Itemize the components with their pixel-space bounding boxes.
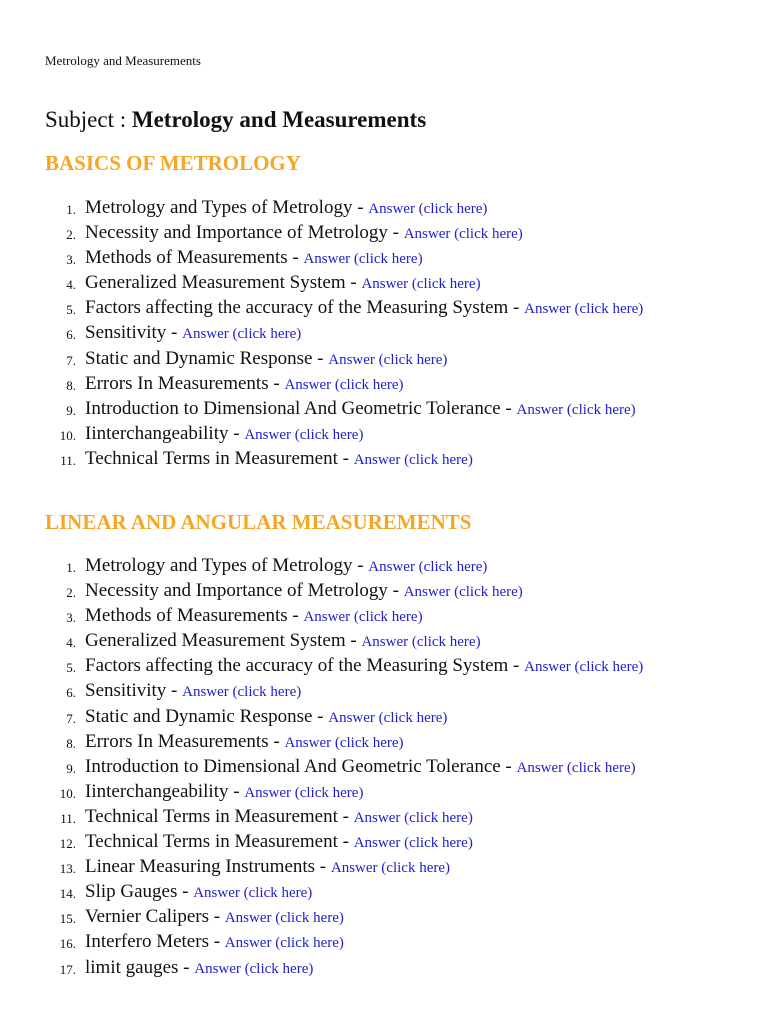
subject-prefix: Subject : (45, 107, 127, 132)
list-item (0, 630, 768, 654)
item-title: Necessity and Importance of Metrology - (85, 222, 399, 244)
item-title: Generalized Measurement System - (85, 272, 357, 294)
item-number: 7. (66, 710, 76, 726)
answer-link[interactable]: Answer (click here) (328, 351, 448, 368)
answer-link[interactable]: Answer (click here) (194, 960, 314, 977)
item-title: Iinterchangeability - (85, 422, 240, 444)
item-number: 9. (66, 402, 76, 418)
list-item (0, 655, 768, 679)
page-title (45, 106, 426, 134)
item-title: Static and Dynamic Response - (85, 347, 324, 369)
answer-link[interactable]: Answer (click here) (244, 426, 364, 443)
item-number: 5. (66, 660, 76, 676)
item-number: 6. (66, 327, 76, 343)
item-number: 17. (59, 961, 76, 977)
item-title: Errors In Measurements - (85, 372, 280, 394)
list-item (0, 423, 768, 447)
item-number: 5. (66, 302, 76, 318)
list-item (0, 906, 768, 930)
list-item (0, 348, 768, 372)
item-number: 15. (59, 911, 76, 927)
item-title: Interfero Meters - (85, 931, 221, 953)
list-item (0, 706, 768, 730)
item-title: Slip Gauges - (85, 881, 189, 903)
item-title: Iinterchangeability - (85, 780, 240, 802)
item-title: Generalized Measurement System - (85, 630, 357, 652)
answer-link[interactable]: Answer (click here) (516, 401, 636, 418)
item-number: 13. (59, 861, 76, 877)
answer-link[interactable]: Answer (click here) (403, 584, 523, 601)
answer-link[interactable]: Answer (click here) (244, 784, 364, 801)
answer-link[interactable]: Answer (click here) (361, 634, 481, 651)
list-item (0, 373, 768, 397)
answer-link[interactable]: Answer (click here) (524, 301, 644, 318)
list-item (0, 322, 768, 346)
item-number: 3. (66, 252, 76, 268)
list-item (0, 806, 768, 830)
item-title: Methods of Measurements - (85, 247, 299, 269)
item-number: 10. (59, 785, 76, 801)
list-item (0, 781, 768, 805)
item-title: Linear Measuring Instruments - (85, 856, 327, 878)
answer-link[interactable]: Answer (click here) (303, 251, 423, 268)
item-title: Technical Terms in Measurement - (85, 831, 349, 853)
item-title: Metrology and Types of Metrology - (85, 555, 364, 576)
list-item (0, 856, 768, 880)
section-heading-basics: BASICS OF METROLOGY (45, 151, 301, 175)
answer-link[interactable]: Answer (click here) (353, 809, 473, 826)
item-number: 4. (66, 277, 76, 293)
answer-link[interactable]: Answer (click here) (524, 659, 644, 676)
item-title: Sensitivity - (85, 680, 178, 702)
item-title: Methods of Measurements - (85, 605, 299, 627)
item-number: 3. (66, 610, 76, 626)
list-item (0, 756, 768, 780)
answer-link[interactable]: Answer (click here) (284, 734, 404, 751)
list-item (0, 297, 768, 321)
item-title: Errors In Measurements - (85, 730, 280, 752)
answer-link[interactable]: Answer (click here) (368, 201, 488, 217)
section-heading-linear-angular: LINEAR AND ANGULAR MEASUREMENTS (45, 510, 472, 534)
list-item (0, 398, 768, 422)
list-item (0, 957, 768, 981)
item-title: limit gauges - (85, 956, 190, 978)
list-item (0, 931, 768, 955)
list-item (0, 247, 768, 271)
answer-link[interactable]: Answer (click here) (330, 860, 450, 877)
topic-list-linear-angular (0, 555, 768, 982)
answer-link[interactable]: Answer (click here) (182, 684, 302, 701)
item-title: Technical Terms in Measurement - (85, 447, 349, 469)
list-item (0, 197, 768, 221)
answer-link[interactable]: Answer (click here) (182, 326, 302, 343)
item-title: Sensitivity - (85, 322, 178, 344)
item-number: 12. (59, 836, 76, 852)
list-item (0, 580, 768, 604)
item-title: Technical Terms in Measurement - (85, 805, 349, 827)
item-number: 2. (66, 585, 76, 601)
item-title: Necessity and Importance of Metrology - (85, 580, 399, 602)
list-item (0, 881, 768, 905)
item-number: 11. (60, 452, 76, 468)
answer-link[interactable]: Answer (click here) (353, 835, 473, 852)
answer-link[interactable]: Answer (click here) (224, 910, 344, 927)
answer-link[interactable]: Answer (click here) (284, 376, 404, 393)
subject-title: Metrology and Measurements (131, 107, 427, 132)
answer-link[interactable]: Answer (click here) (328, 709, 448, 726)
answer-link[interactable]: Answer (click here) (403, 226, 523, 243)
item-number: 11. (60, 810, 76, 826)
answer-link[interactable]: Answer (click here) (353, 451, 473, 468)
item-number: 8. (66, 377, 76, 393)
answer-link[interactable]: Answer (click here) (361, 276, 481, 293)
item-title: Factors affecting the accuracy of the Measuring System - (85, 297, 520, 319)
list-item (0, 731, 768, 755)
item-number: 9. (66, 760, 76, 776)
running-head: Metrology and Measurements (45, 53, 201, 68)
list-item (0, 448, 768, 472)
answer-link[interactable]: Answer (click here) (516, 759, 636, 776)
item-title: Vernier Calipers - (85, 906, 221, 928)
item-number: 1. (66, 560, 76, 575)
list-item (0, 680, 768, 704)
topic-list-basics (0, 197, 768, 473)
list-item (0, 605, 768, 629)
item-number: 2. (66, 227, 76, 243)
list-item (0, 272, 768, 296)
answer-link[interactable]: Answer (click here) (224, 935, 344, 952)
item-number: 4. (66, 635, 76, 651)
answer-link[interactable]: Answer (click here) (368, 559, 488, 575)
item-number: 16. (59, 936, 76, 952)
item-number: 7. (66, 352, 76, 368)
list-item (0, 831, 768, 855)
item-number: 14. (59, 886, 76, 902)
answer-link[interactable]: Answer (click here) (193, 885, 313, 902)
item-number: 10. (59, 427, 76, 443)
item-title: Metrology and Types of Metrology - (85, 197, 364, 218)
item-title: Introduction to Dimensional And Geometric Tolerance - (85, 397, 512, 419)
list-item (0, 555, 768, 579)
item-title: Factors affecting the accuracy of the Measuring System - (85, 655, 520, 677)
list-item (0, 222, 768, 246)
item-number: 8. (66, 735, 76, 751)
item-title: Static and Dynamic Response - (85, 705, 324, 727)
item-number: 1. (66, 202, 76, 217)
item-number: 6. (66, 685, 76, 701)
item-title: Introduction to Dimensional And Geometric Tolerance - (85, 755, 512, 777)
answer-link[interactable]: Answer (click here) (303, 609, 423, 626)
